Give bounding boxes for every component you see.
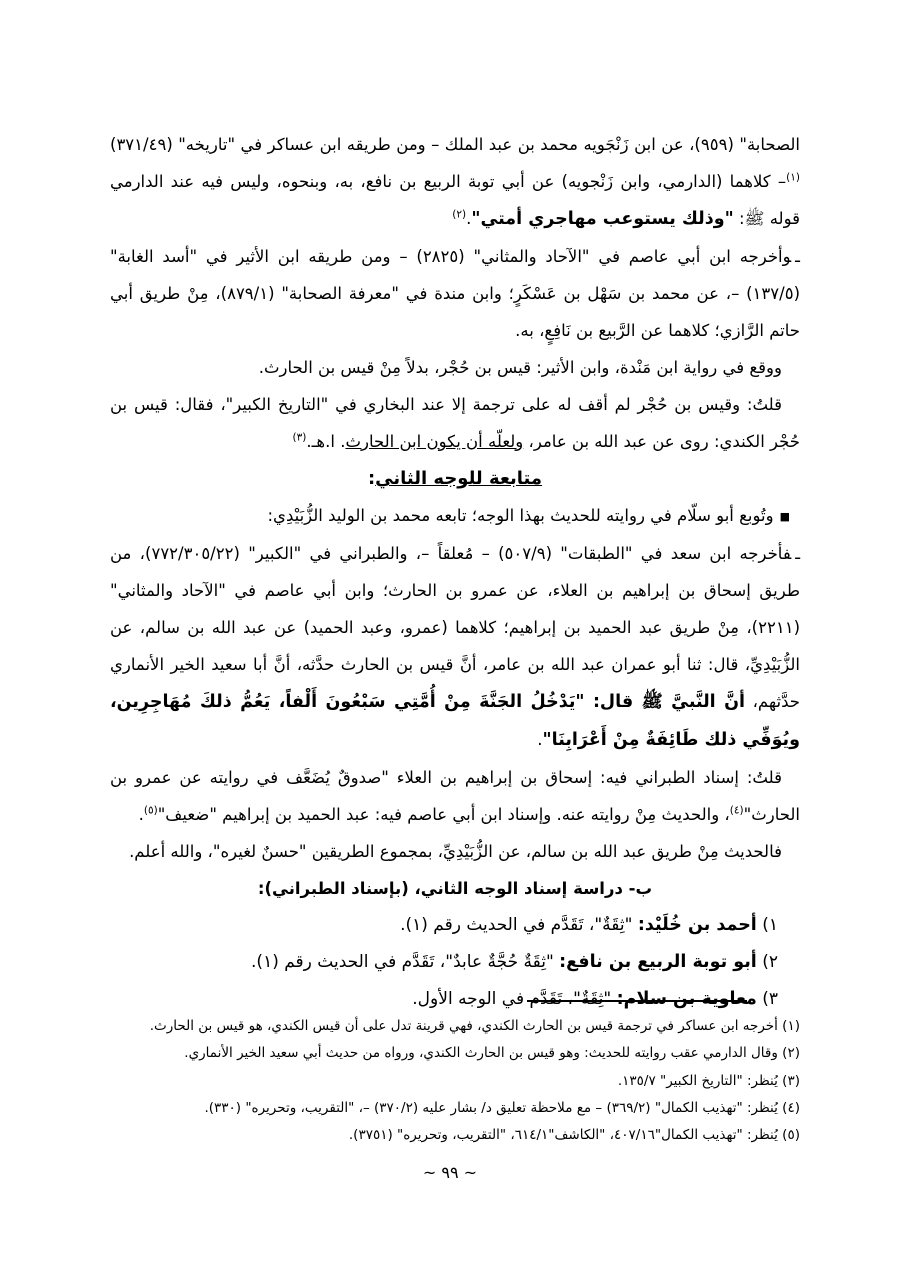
paragraph-5: ■وتُوبع أبو سلّام في روايته للحديث بهذا الوجه؛ تابعه محمد بن الوليد الزُّبَيْدِي:	[267, 506, 790, 525]
footnote-ref[interactable]: (٥)	[143, 804, 158, 817]
footnote: (٤) يُنظر: "تهذيب الكمال" (٣٦٩/٢) – مع ملاحظة تعليق د/ بشار عليه (٣٧٠/٢) –، "التقريب، وتحريره" (٣٣٠).	[204, 1099, 800, 1116]
list-item: ٢) أبو توبة الربيع بن نافع: "ثِقَةٌ حُجَّةٌ عابدٌ"، تَقَدَّم في الحديث رقم (١).	[251, 952, 778, 972]
footnote: (٥) يُنظر: "تهذيب الكمال"٤٠٧/١٦، "الكاشف"٦١٤/١، "التقريب، وتحريره" (٣٧٥١).	[348, 1127, 800, 1144]
dash-mark: ـ	[795, 544, 801, 563]
footnote: (١) أخرجه ابن عساكر في ترجمة قيس بن الحارث الكندي، فهي قرينة تدل على أن قيس الكندي، هو قيس بن الحارث.	[149, 1018, 800, 1034]
footnote-divider	[527, 1000, 747, 1002]
hadith-quote: "يَدْخُلُ الجَنَّةَ مِنْ أُمَّتِي سَبْعُونَ أَلْفاً، يَعُمُّ ذلكَ مُهَاجِرِين، ويُوَفِّي ذلك طَائِفَةٌ مِنْ أَعْرَابِنَا"	[110, 692, 800, 750]
paragraph-4: قلتُ: وقيس بن حُجْر لم أقف له على ترجمة إلا عند البخاري في "التاريخ الكبير"، فقال: قيس بن حُجْر الكندي: روى عن عبد الله بن عامر، ولعلّه أن يكون ابن الحارث. ا.هـ.$^{(٣)}$	[110, 395, 800, 451]
footnote-ref[interactable]: (٤)	[729, 804, 744, 817]
footnote: (٣) يُنظر: "التاريخ الكبير" ١٣٥/٧.	[617, 1072, 800, 1089]
footnote: (٢) وقال الدارمي عقب روايته للحديث: وهو قيس بن الحارث الكندي، ورواه من حديث أبي سعيد الخير الأنماري.	[184, 1045, 800, 1062]
paragraph-2: ـوأخرجه ابن أبي عاصم في "الآحاد والمثاني" (٢٨٢٥) – ومن طريقه ابن الأثير في "أسد الغابة" (١٣٧/٥) –، عن محمد بن سَهْل بن عَسْكَرٍ؛ وابن مندة في "معرفة الصحابة" (٨٧٩/١)، مِنْ طريق أبي حاتم الرَّازي؛ كلاهما عن الرَّبيع بن نَافِعٍ، به.	[110, 247, 800, 340]
paragraph-7: قلتُ: إسناد الطبراني فيه: إسحاق بن إبراهيم بن العلاء "صدوقٌ يُضَعَّف في روايته عن عمرو بن الحارث"$^{(٤)}$، والحديث مِنْ روايته عنه. وإسناد ابن أبي عاصم فيه: عبد الحميد بن إبراهيم "ضعيف"$^{(٥)}$.	[110, 768, 800, 824]
page-number: ~ ٩٩ ~	[422, 1163, 478, 1182]
section-heading: متابعة للوجه الثاني:	[367, 468, 543, 489]
hadith-quote: "وذلك يستوعب مهاجري أمتي"	[471, 209, 734, 229]
paragraph-1: الصحابة" (٩٥٩)، عن ابن زَنْجَويه محمد بن عبد الملك – ومن طريقه ابن عساكر في "تاريخه" (٣٧١/٤٩)$^{(١)}$– كلاهما (الدارمي، وابن زَنْجويه) عن أبي توبة الربيع بن نافع، به، وبنحوه، وليس فيه عند الدارمي قوله ﷺ: "وذلك يستوعب مهاجري أمتي".$^{(٢)}$	[110, 135, 800, 229]
paragraph-6: ـفأخرجه ابن سعد في "الطبقات" (٥٠٧/٩) – مُعلقاً –، والطبراني في "الكبير" (٧٧٢/٣٠٥/٢٢)، من طريق إسحاق بن إبراهيم بن العلاء، عن عمرو بن الحارث؛ وابن أبي عاصم في "الآحاد والمثاني" (٢٢١١)، مِنْ طريق عبد الحميد بن إبراهيم؛ كلاهما (عمرو، وعبد الحميد) عن عبد الله بن سالم، عن الزُّبَيْدِيِّ، قال: ثنا أبو عمران عبد الله بن عامر، أنَّ قيس بن الحارث حدَّثه، أنَّ أبا سعيد الخير الأنماري حدَّثهم، أنَّ النَّبيَّ ﷺ قال: "يَدْخُلُ الجَنَّةَ مِنْ أُمَّتِي سَبْعُونَ أَلْفاً، يَعُمُّ ذلكَ مُهَاجِرِين، ويُوَفِّي ذلك طَائِفَةٌ مِنْ أَعْرَابِنَا".	[110, 544, 801, 750]
dash-mark: ـ	[795, 247, 800, 266]
sub-heading: ب- دراسة إسناد الوجه الثاني، (بإسناد الطبراني):	[257, 879, 653, 898]
main-text	[110, 126, 800, 1018]
footnote-ref[interactable]: (٣)	[292, 431, 307, 444]
list-item: ٣) معاوية بن سلام: "ثِقَةٌ"، تَقَدَّم في الوجه الأول.	[412, 989, 778, 1009]
paragraph-3: ووقع في رواية ابن مَنْدة، وابن الأثير: قيس بن حُجْر، بدلاً مِنْ قيس بن الحارث.	[258, 358, 782, 377]
footnote-ref[interactable]: (٢)	[452, 208, 467, 221]
square-bullet-icon: ■	[779, 510, 790, 523]
paragraph-8: فالحديث مِنْ طريق عبد الله بن سالم، عن الزُّبَيْدِيِّ، بمجموع الطريقين "حسنٌ لغيره"، والله أعلم.	[129, 842, 782, 861]
footnote-ref[interactable]: (١)	[786, 171, 800, 184]
hadith-intro: أنَّ النَّبيَّ ﷺ قال:	[592, 692, 746, 712]
footnotes	[100, 1013, 800, 1149]
list-item: ١) أحمد بن خُلَيْد: "ثِقَةٌ"، تَقَدَّم في الحديث رقم (١).	[400, 915, 778, 935]
underlined-text: ولعلّه أن يكون ابن الحارث	[345, 432, 524, 451]
